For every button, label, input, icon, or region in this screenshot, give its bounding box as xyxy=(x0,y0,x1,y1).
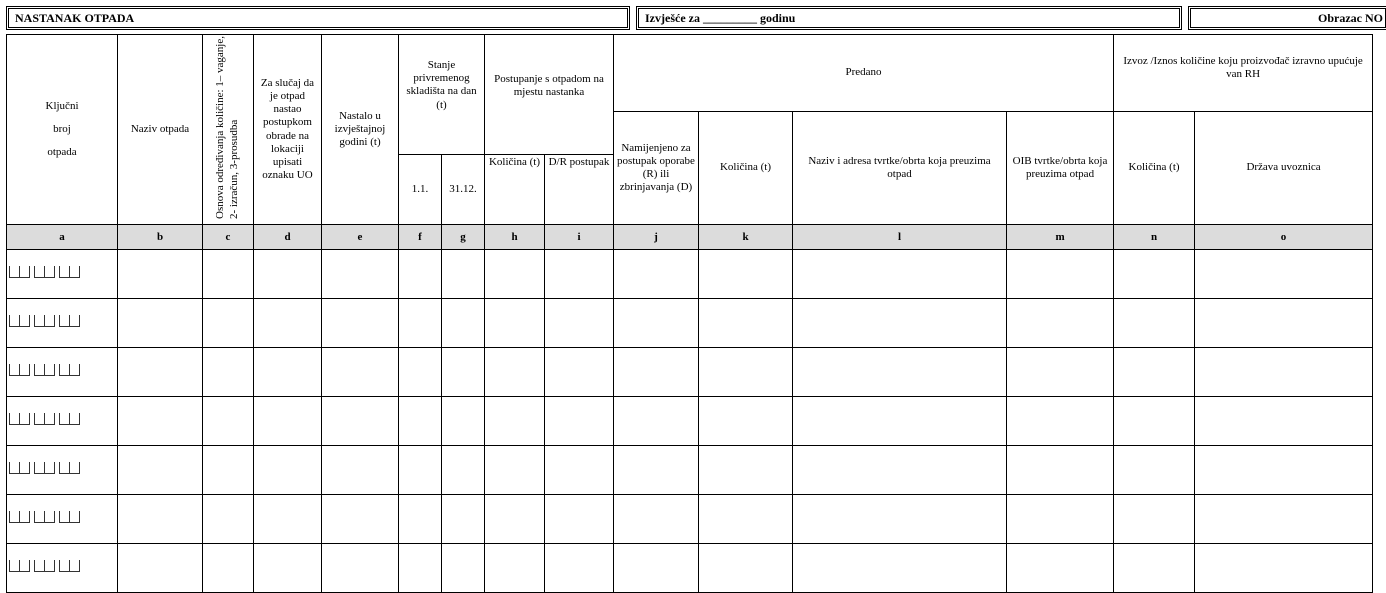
table-cell-g[interactable] xyxy=(442,348,485,397)
column-letter: c xyxy=(203,225,254,250)
header-storage-jan1: 1.1. xyxy=(399,155,442,225)
digit-pair[interactable] xyxy=(9,266,30,278)
key-number-input[interactable] xyxy=(7,250,118,299)
table-cell-c[interactable] xyxy=(203,397,254,446)
digit-box[interactable] xyxy=(9,511,19,523)
header-storage-dec31: 31.12. xyxy=(442,155,485,225)
digit-box[interactable] xyxy=(44,315,55,327)
table-cell-k[interactable] xyxy=(699,495,793,544)
table-row xyxy=(7,397,1373,446)
digit-pair[interactable] xyxy=(59,413,80,425)
digit-box[interactable] xyxy=(69,462,80,474)
table-cell-n[interactable] xyxy=(1114,544,1195,593)
digit-box[interactable] xyxy=(59,364,69,376)
header-key-number: Ključni broj otpada xyxy=(7,35,118,225)
digit-box[interactable] xyxy=(34,462,44,474)
table-row xyxy=(7,348,1373,397)
digit-pair[interactable] xyxy=(34,364,55,376)
table-cell-n[interactable] xyxy=(1114,495,1195,544)
table-cell-f[interactable] xyxy=(399,299,442,348)
table-cell-j[interactable] xyxy=(614,495,699,544)
table-cell-i[interactable] xyxy=(545,544,614,593)
digit-box[interactable] xyxy=(9,560,19,572)
digit-pair[interactable] xyxy=(59,266,80,278)
digit-box[interactable] xyxy=(19,266,30,278)
digit-box[interactable] xyxy=(44,413,55,425)
header-recovery-disposal: Namijenjeno za postupak oporabe (R) ili zbrinjavanja (D) xyxy=(614,112,699,225)
table-cell-i[interactable] xyxy=(545,446,614,495)
waste-generation-table xyxy=(6,34,1373,593)
key-number-boxes[interactable] xyxy=(9,315,84,327)
table-cell-n[interactable] xyxy=(1114,397,1195,446)
table-cell-h[interactable] xyxy=(485,397,545,446)
table-cell-k[interactable] xyxy=(699,397,793,446)
table-cell-j[interactable] xyxy=(614,348,699,397)
column-letter: j xyxy=(614,225,699,250)
digit-pair[interactable] xyxy=(9,511,30,523)
header-handed-over: Predano xyxy=(614,35,1114,112)
table-cell-e[interactable] xyxy=(322,495,399,544)
table-row xyxy=(7,446,1373,495)
table-cell-l[interactable] xyxy=(793,397,1007,446)
header-receiver-oib: OIB tvrtke/obrta koja preuzima otpad xyxy=(1007,112,1114,225)
column-letter: f xyxy=(399,225,442,250)
table-cell-n[interactable] xyxy=(1114,250,1195,299)
table-cell-b[interactable] xyxy=(118,446,203,495)
table-row xyxy=(7,299,1373,348)
table-cell-j[interactable] xyxy=(614,250,699,299)
header-quantity-basis: Osnova određivanja količine: 1– vaganje, 2- izračun, 3-prosudba xyxy=(203,35,254,225)
column-letter: o xyxy=(1195,225,1373,250)
column-letter: m xyxy=(1007,225,1114,250)
table-cell-b[interactable] xyxy=(118,495,203,544)
digit-box[interactable] xyxy=(69,413,80,425)
key-number-boxes[interactable] xyxy=(9,560,84,572)
table-cell-o[interactable] xyxy=(1195,495,1373,544)
digit-box[interactable] xyxy=(69,511,80,523)
table-cell-i[interactable] xyxy=(545,250,614,299)
table-cell-l[interactable] xyxy=(793,544,1007,593)
table-cell-n[interactable] xyxy=(1114,348,1195,397)
table-cell-m[interactable] xyxy=(1007,544,1114,593)
table-cell-o[interactable] xyxy=(1195,446,1373,495)
table-cell-f[interactable] xyxy=(399,348,442,397)
digit-box[interactable] xyxy=(44,511,55,523)
table-cell-m[interactable] xyxy=(1007,299,1114,348)
table-cell-i[interactable] xyxy=(545,299,614,348)
table-cell-k[interactable] xyxy=(699,446,793,495)
column-letter: h xyxy=(485,225,545,250)
key-number-input[interactable] xyxy=(7,495,118,544)
table-cell-m[interactable] xyxy=(1007,446,1114,495)
digit-box[interactable] xyxy=(59,413,69,425)
table-cell-o[interactable] xyxy=(1195,348,1373,397)
table-cell-j[interactable] xyxy=(614,544,699,593)
table-cell-d[interactable] xyxy=(254,250,322,299)
table-cell-i[interactable] xyxy=(545,397,614,446)
table-cell-o[interactable] xyxy=(1195,544,1373,593)
header-uo-mark: Za slučaj da je otpad nastao postupkom obrade na lokaciji upisati oznaku UO xyxy=(254,35,322,225)
digit-box[interactable] xyxy=(44,364,55,376)
digit-box[interactable] xyxy=(19,511,30,523)
table-cell-l[interactable] xyxy=(793,495,1007,544)
table-cell-o[interactable] xyxy=(1195,299,1373,348)
table-cell-c[interactable] xyxy=(203,446,254,495)
table-cell-j[interactable] xyxy=(614,446,699,495)
table-cell-f[interactable] xyxy=(399,397,442,446)
digit-box[interactable] xyxy=(59,511,69,523)
key-number-input[interactable] xyxy=(7,299,118,348)
digit-box[interactable] xyxy=(9,364,19,376)
table-cell-b[interactable] xyxy=(118,299,203,348)
digit-pair[interactable] xyxy=(34,511,55,523)
column-letter: k xyxy=(699,225,793,250)
table-cell-d[interactable] xyxy=(254,446,322,495)
table-cell-d[interactable] xyxy=(254,299,322,348)
table-cell-f[interactable] xyxy=(399,544,442,593)
table-cell-l[interactable] xyxy=(793,250,1007,299)
digit-pair[interactable] xyxy=(34,266,55,278)
table-cell-o[interactable] xyxy=(1195,397,1373,446)
digit-box[interactable] xyxy=(69,266,80,278)
digit-pair[interactable] xyxy=(9,560,30,572)
table-cell-h[interactable] xyxy=(485,299,545,348)
key-number-boxes[interactable] xyxy=(9,364,84,376)
table-row xyxy=(7,544,1373,593)
table-cell-h[interactable] xyxy=(485,544,545,593)
digit-box[interactable] xyxy=(34,560,44,572)
table-cell-b[interactable] xyxy=(118,250,203,299)
header-generated-in-year: Nastalo u izvještajnoj godini (t) xyxy=(322,35,399,225)
table-cell-d[interactable] xyxy=(254,397,322,446)
digit-box[interactable] xyxy=(44,462,55,474)
column-letter-row xyxy=(7,225,1373,250)
form-header-bar xyxy=(6,6,1386,28)
digit-box[interactable] xyxy=(34,413,44,425)
digit-pair[interactable] xyxy=(34,413,55,425)
table-cell-g[interactable] xyxy=(442,250,485,299)
digit-box[interactable] xyxy=(19,364,30,376)
table-cell-g[interactable] xyxy=(442,397,485,446)
digit-box[interactable] xyxy=(19,560,30,572)
column-letter: n xyxy=(1114,225,1195,250)
table-cell-g[interactable] xyxy=(442,544,485,593)
header-handed-quantity: Količina (t) xyxy=(699,112,793,225)
table-cell-l[interactable] xyxy=(793,299,1007,348)
table-cell-m[interactable] xyxy=(1007,348,1114,397)
table-cell-m[interactable] xyxy=(1007,397,1114,446)
digit-box[interactable] xyxy=(34,266,44,278)
column-letter: i xyxy=(545,225,614,250)
digit-pair[interactable] xyxy=(59,560,80,572)
digit-box[interactable] xyxy=(19,315,30,327)
digit-box[interactable] xyxy=(9,266,19,278)
digit-box[interactable] xyxy=(69,315,80,327)
column-letter: g xyxy=(442,225,485,250)
table-cell-g[interactable] xyxy=(442,446,485,495)
digit-box[interactable] xyxy=(59,462,69,474)
table-cell-n[interactable] xyxy=(1114,446,1195,495)
table-cell-c[interactable] xyxy=(203,299,254,348)
table-cell-e[interactable] xyxy=(322,348,399,397)
table-cell-n[interactable] xyxy=(1114,299,1195,348)
digit-pair[interactable] xyxy=(9,462,30,474)
table-cell-e[interactable] xyxy=(322,250,399,299)
table-cell-d[interactable] xyxy=(254,495,322,544)
table-cell-m[interactable] xyxy=(1007,250,1114,299)
table-cell-k[interactable] xyxy=(699,250,793,299)
table-cell-c[interactable] xyxy=(203,495,254,544)
table-cell-b[interactable] xyxy=(118,348,203,397)
header-onsite-handling: Postupanje s otpadom na mjestu nastanka xyxy=(485,35,614,155)
digit-pair[interactable] xyxy=(9,413,30,425)
table-cell-f[interactable] xyxy=(399,250,442,299)
table-cell-d[interactable] xyxy=(254,544,322,593)
table-cell-b[interactable] xyxy=(118,397,203,446)
digit-box[interactable] xyxy=(59,560,69,572)
digit-pair[interactable] xyxy=(34,462,55,474)
digit-pair[interactable] xyxy=(9,364,30,376)
column-letter: d xyxy=(254,225,322,250)
table-cell-m[interactable] xyxy=(1007,495,1114,544)
key-number-boxes[interactable] xyxy=(9,413,84,425)
table-cell-c[interactable] xyxy=(203,348,254,397)
table-cell-d[interactable] xyxy=(254,348,322,397)
table-cell-j[interactable] xyxy=(614,397,699,446)
digit-box[interactable] xyxy=(44,266,55,278)
report-year-field[interactable]: Izvješće za _________ godinu xyxy=(636,6,1182,30)
form-title: NASTANAK OTPADA xyxy=(6,6,630,30)
digit-box[interactable] xyxy=(34,511,44,523)
table-cell-c[interactable] xyxy=(203,250,254,299)
table-cell-k[interactable] xyxy=(699,299,793,348)
key-number-boxes[interactable] xyxy=(9,266,84,278)
column-letter: e xyxy=(322,225,399,250)
table-row xyxy=(7,250,1373,299)
table-cell-b[interactable] xyxy=(118,544,203,593)
digit-pair[interactable] xyxy=(34,560,55,572)
table-cell-o[interactable] xyxy=(1195,250,1373,299)
table-cell-h[interactable] xyxy=(485,250,545,299)
digit-box[interactable] xyxy=(19,413,30,425)
table-cell-j[interactable] xyxy=(614,299,699,348)
digit-box[interactable] xyxy=(69,560,80,572)
header-import-country: Država uvoznica xyxy=(1195,112,1373,225)
header-receiver-name: Naziv i adresa tvrtke/obrta koja preuzima otpad xyxy=(793,112,1007,225)
digit-box[interactable] xyxy=(34,315,44,327)
table-cell-g[interactable] xyxy=(442,495,485,544)
column-letter: b xyxy=(118,225,203,250)
header-waste-name: Naziv otpada xyxy=(118,35,203,225)
table-cell-h[interactable] xyxy=(485,495,545,544)
digit-pair[interactable] xyxy=(59,511,80,523)
table-cell-k[interactable] xyxy=(699,348,793,397)
table-cell-c[interactable] xyxy=(203,544,254,593)
digit-box[interactable] xyxy=(9,462,19,474)
table-cell-l[interactable] xyxy=(793,446,1007,495)
table-cell-i[interactable] xyxy=(545,348,614,397)
table-cell-f[interactable] xyxy=(399,446,442,495)
table-cell-e[interactable] xyxy=(322,299,399,348)
header-export-quantity: Količina (t) xyxy=(1114,112,1195,225)
header-temporary-storage: Stanje privremenog skladišta na dan (t) xyxy=(399,35,485,155)
digit-box[interactable] xyxy=(9,315,19,327)
digit-pair[interactable] xyxy=(59,315,80,327)
table-cell-l[interactable] xyxy=(793,348,1007,397)
digit-pair[interactable] xyxy=(59,462,80,474)
table-cell-i[interactable] xyxy=(545,495,614,544)
digit-pair[interactable] xyxy=(34,315,55,327)
header-onsite-quantity: Količina (t) xyxy=(485,155,545,225)
header-dr-procedure: D/R postupak xyxy=(545,155,614,225)
digit-box[interactable] xyxy=(44,560,55,572)
digit-box[interactable] xyxy=(69,364,80,376)
table-cell-h[interactable] xyxy=(485,348,545,397)
header-export: Izvoz /Iznos količine koju proizvođač izravno upućuje van RH xyxy=(1114,35,1373,112)
key-number-input[interactable] xyxy=(7,397,118,446)
digit-box[interactable] xyxy=(9,413,19,425)
table-cell-h[interactable] xyxy=(485,446,545,495)
key-number-input[interactable] xyxy=(7,446,118,495)
form-code: Obrazac NO xyxy=(1188,6,1386,30)
key-number-input[interactable] xyxy=(7,348,118,397)
digit-box[interactable] xyxy=(19,462,30,474)
key-number-input[interactable] xyxy=(7,544,118,593)
key-number-boxes[interactable] xyxy=(9,511,84,523)
table-cell-e[interactable] xyxy=(322,397,399,446)
digit-box[interactable] xyxy=(59,315,69,327)
column-letter: a xyxy=(7,225,118,250)
digit-pair[interactable] xyxy=(59,364,80,376)
table-cell-g[interactable] xyxy=(442,299,485,348)
table-cell-k[interactable] xyxy=(699,544,793,593)
table-row xyxy=(7,495,1373,544)
table-cell-e[interactable] xyxy=(322,446,399,495)
table-cell-e[interactable] xyxy=(322,544,399,593)
digit-pair[interactable] xyxy=(9,315,30,327)
key-number-boxes[interactable] xyxy=(9,462,84,474)
digit-box[interactable] xyxy=(59,266,69,278)
digit-box[interactable] xyxy=(34,364,44,376)
table-cell-f[interactable] xyxy=(399,495,442,544)
column-letter: l xyxy=(793,225,1007,250)
